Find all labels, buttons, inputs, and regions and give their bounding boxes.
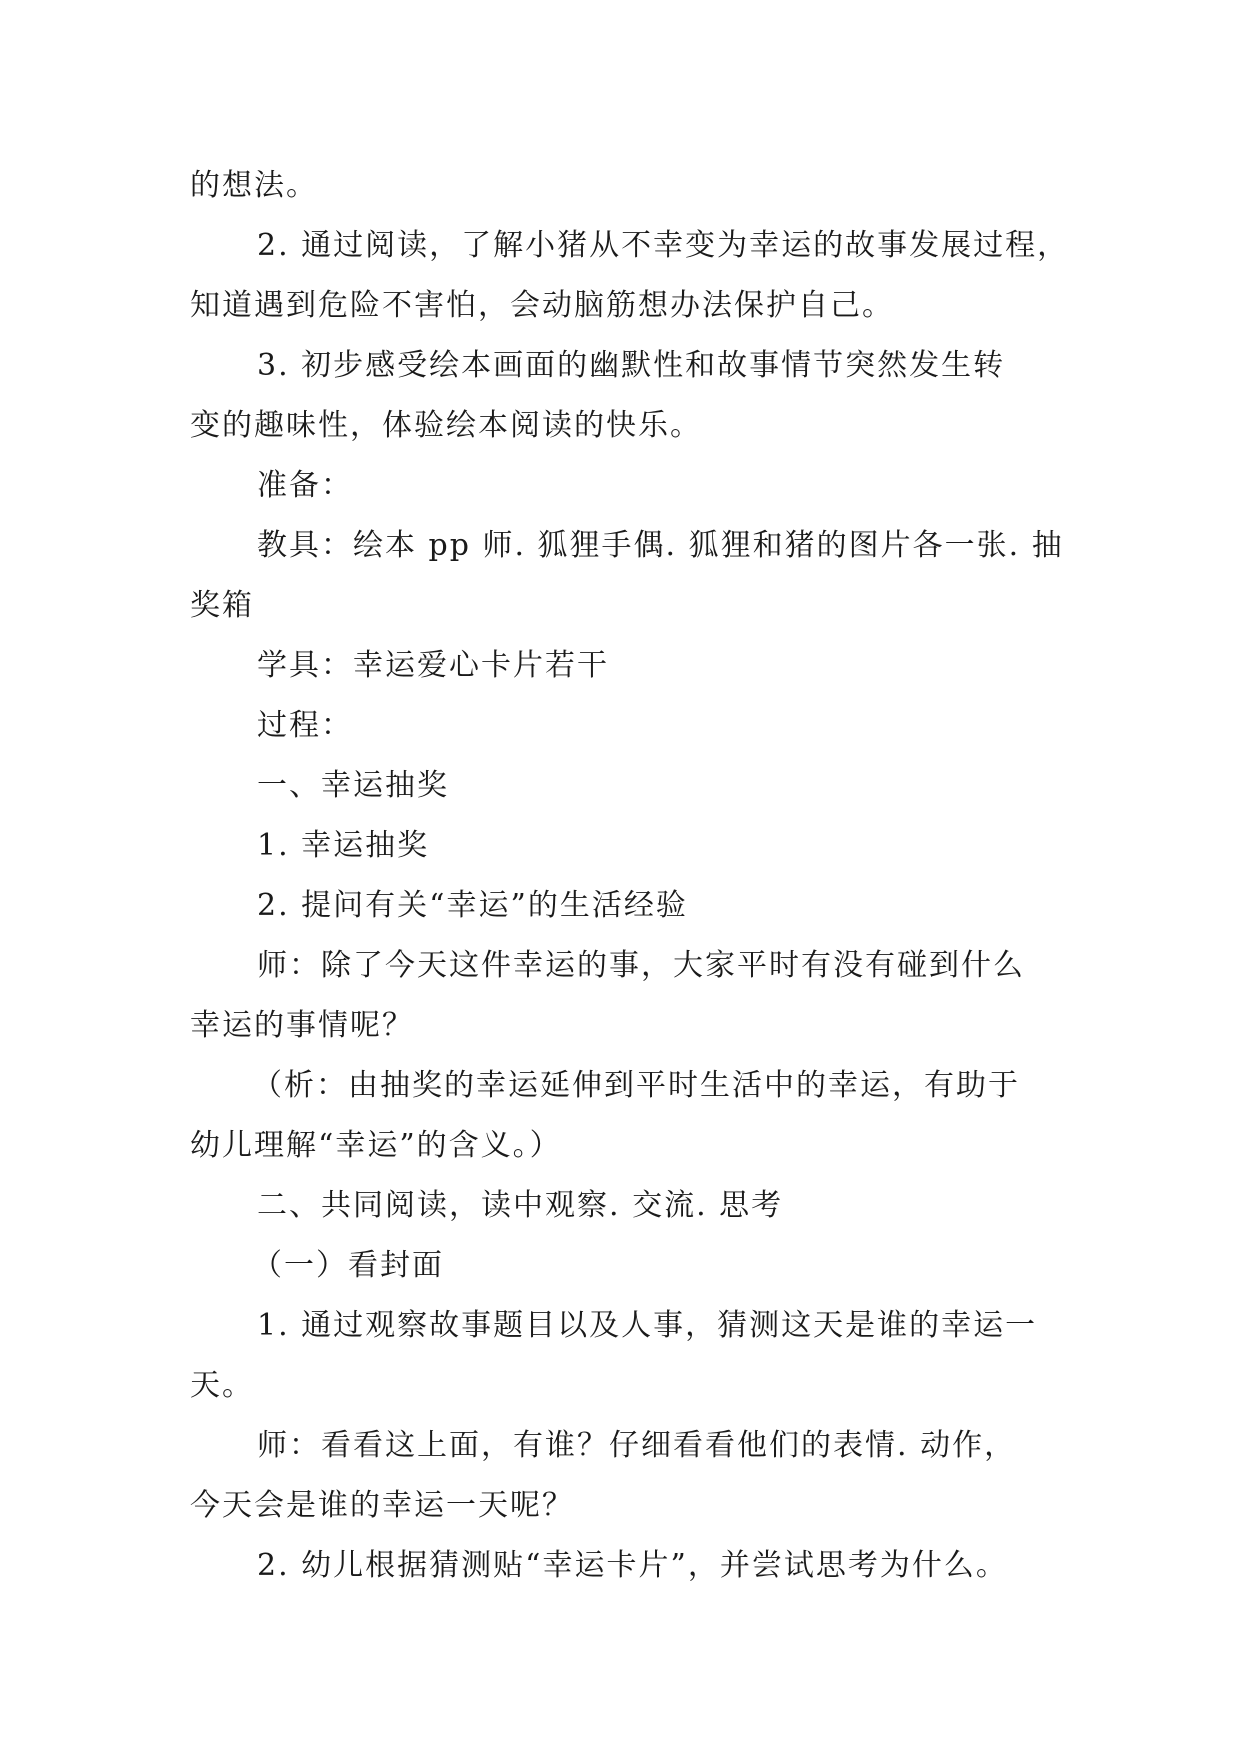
paragraph-line: 变的趣味性，体验绘本阅读的快乐。	[190, 408, 702, 443]
goal-3-line: 3. 初步感受绘本画面的幽默性和故事情节突然发生转	[257, 348, 1006, 383]
paragraph-line: 今天会是谁的幸运一天呢？	[190, 1488, 574, 1523]
paragraph-line: 天。	[190, 1368, 254, 1403]
substep-line: 1. 通过观察故事题目以及人事，猜测这天是谁的幸运一	[257, 1308, 1038, 1343]
step-heading-lucky-draw: 一、幸运抽奖	[257, 768, 449, 803]
teacher-dialogue-line: 师：除了今天这件幸运的事，大家平时有没有碰到什么	[257, 948, 1025, 983]
analysis-note-line: （析：由抽奖的幸运延伸到平时生活中的幸运，有助于	[252, 1068, 1020, 1103]
subsection-heading-cover: （一）看封面	[252, 1248, 444, 1283]
paragraph-line: 幼儿理解“幸运”的含义。）	[190, 1128, 562, 1163]
paragraph-line: 奖箱	[190, 588, 254, 623]
substep-line: 2. 幼儿根据猜测贴“幸运卡片”，并尝试思考为什么。	[257, 1548, 1008, 1583]
step-heading-shared-reading: 二、共同阅读，读中观察. 交流. 思考	[257, 1188, 784, 1223]
paragraph-line: 幸运的事情呢？	[190, 1008, 414, 1043]
paragraph-line: 的想法。	[190, 168, 318, 203]
teaching-aids-line: 教具：绘本 pp 师. 狐狸手偶. 狐狸和猪的图片各一张. 抽	[257, 528, 1064, 563]
section-heading-preparation: 准备：	[257, 468, 353, 503]
substep-line: 1. 幸运抽奖	[257, 828, 430, 863]
paragraph-line: 知道遇到危险不害怕，会动脑筋想办法保护自己。	[190, 288, 894, 323]
teacher-dialogue-line: 师：看看这上面，有谁？仔细看看他们的表情. 动作，	[257, 1428, 1017, 1463]
section-heading-process: 过程：	[257, 708, 353, 743]
substep-line: 2. 提问有关“幸运”的生活经验	[257, 888, 688, 923]
student-materials-line: 学具：幸运爱心卡片若干	[257, 648, 609, 683]
goal-2-line: 2. 通过阅读，了解小猪从不幸变为幸运的故事发展过程，	[257, 228, 1070, 263]
